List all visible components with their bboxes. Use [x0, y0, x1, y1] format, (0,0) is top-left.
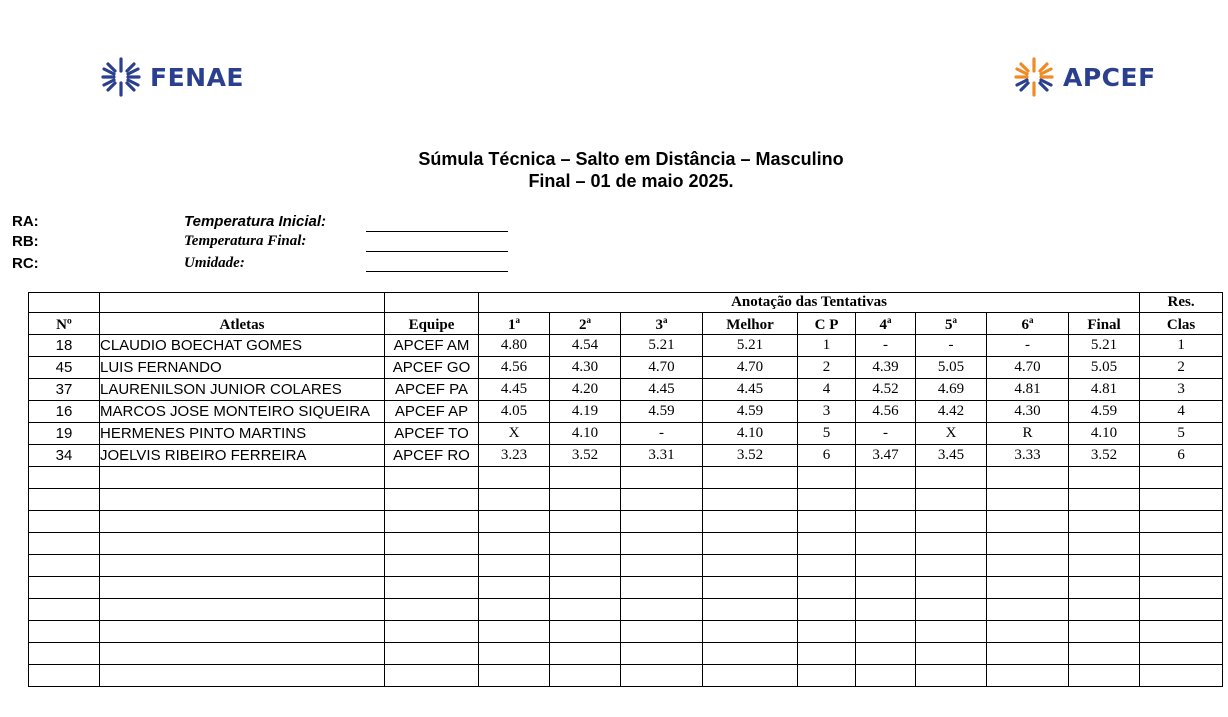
empty-cell [100, 489, 385, 511]
row-attempt-2: 4.10 [550, 423, 621, 445]
empty-cell [479, 665, 550, 687]
row-number: 37 [29, 379, 100, 401]
umidade-label: Umidade: [184, 255, 245, 271]
row-attempt-1: 3.23 [479, 445, 550, 467]
row-attempt-6: - [987, 335, 1069, 357]
empty-cell [1140, 467, 1223, 489]
row-attempt-6: 4.81 [987, 379, 1069, 401]
table-row [29, 445, 1223, 467]
empty-row [29, 665, 1223, 687]
row-clas: 3 [1140, 379, 1223, 401]
row-number: 16 [29, 401, 100, 423]
empty-cell [1140, 665, 1223, 687]
row-attempt-3: 4.70 [621, 357, 703, 379]
row-athlete: JOELVIS RIBEIRO FERREIRA [100, 445, 385, 467]
row-attempt-4: - [856, 423, 916, 445]
empty-cell [987, 467, 1069, 489]
row-attempt-3: 3.31 [621, 445, 703, 467]
empty-cell [100, 621, 385, 643]
rb-label: RB: [12, 233, 39, 250]
empty-cell [798, 467, 856, 489]
temperatura-inicial-label: Temperatura Inicial: [184, 213, 326, 230]
empty-cell [798, 599, 856, 621]
empty-cell [385, 555, 479, 577]
empty-cell [1069, 577, 1140, 599]
empty-cell [385, 665, 479, 687]
row-final: 5.21 [1069, 335, 1140, 357]
empty-cell [1069, 643, 1140, 665]
attempt-5-header: 5$^a$ [916, 313, 987, 335]
clas-header: Clas [1140, 313, 1223, 335]
row-team: APCEF TO [385, 423, 479, 445]
empty-cell [385, 489, 479, 511]
table-row [29, 357, 1223, 379]
empty-cell [385, 511, 479, 533]
empty-cell [550, 665, 621, 687]
empty-cell [29, 467, 100, 489]
row-best: 5.21 [703, 335, 798, 357]
empty-cell [987, 555, 1069, 577]
row-attempt-2: 4.20 [550, 379, 621, 401]
document-title [0, 148, 1228, 192]
attempt-2-header: 2$^a$ [550, 313, 621, 335]
empty-cell [100, 665, 385, 687]
empty-cell [621, 577, 703, 599]
empty-cell [703, 511, 798, 533]
row-attempt-1: 4.56 [479, 357, 550, 379]
empty-cell [916, 489, 987, 511]
empty-cell [916, 621, 987, 643]
empty-cell [798, 511, 856, 533]
row-attempt-6: 4.30 [987, 401, 1069, 423]
row-athlete: LUIS FERNANDO [100, 357, 385, 379]
table-row [29, 423, 1223, 445]
row-attempt-2: 4.30 [550, 357, 621, 379]
apcef-asterisk-icon [1013, 56, 1055, 98]
empty-row [29, 555, 1223, 577]
empty-cell [100, 555, 385, 577]
empty-cell [385, 577, 479, 599]
empty-row [29, 577, 1223, 599]
empty-row [29, 467, 1223, 489]
empty-cell [479, 467, 550, 489]
empty-cell [916, 555, 987, 577]
row-team: APCEF PA [385, 379, 479, 401]
empty-cell [798, 643, 856, 665]
empty-cell [621, 489, 703, 511]
empty-cell [1069, 599, 1140, 621]
temperatura-final-blank [366, 250, 508, 252]
row-number: 45 [29, 357, 100, 379]
fenae-logo [100, 56, 244, 98]
empty-cell [703, 555, 798, 577]
empty-cell [856, 599, 916, 621]
apcef-wordmark: APCEF [1063, 62, 1156, 92]
row-attempt-3: - [621, 423, 703, 445]
row-attempt-3: 4.45 [621, 379, 703, 401]
row-cp: 1 [798, 335, 856, 357]
row-clas: 2 [1140, 357, 1223, 379]
row-best: 4.45 [703, 379, 798, 401]
table-row [29, 401, 1223, 423]
row-athlete: LAURENILSON JUNIOR COLARES [100, 379, 385, 401]
row-attempt-4: 3.47 [856, 445, 916, 467]
empty-cell [987, 489, 1069, 511]
row-attempt-4: 4.52 [856, 379, 916, 401]
row-attempt-5: 5.05 [916, 357, 987, 379]
empty-cell [479, 489, 550, 511]
empty-cell [29, 511, 100, 533]
cp-header: C P [798, 313, 856, 335]
final-header: Final [1069, 313, 1140, 335]
empty-cell [987, 577, 1069, 599]
empty-cell [385, 599, 479, 621]
results-body [29, 335, 1223, 687]
fenae-wordmark: FENAE [150, 62, 245, 92]
attempt-1-header: 1$^a$ [479, 313, 550, 335]
res-header: Res. [1140, 293, 1223, 313]
row-attempt-1: 4.80 [479, 335, 550, 357]
umidade-blank [366, 270, 508, 272]
row-athlete: MARCOS JOSE MONTEIRO SIQUEIRA [100, 401, 385, 423]
row-team: APCEF GO [385, 357, 479, 379]
empty-cell [856, 489, 916, 511]
empty-cell [550, 643, 621, 665]
row-cp: 6 [798, 445, 856, 467]
empty-cell [703, 599, 798, 621]
row-attempt-2: 4.19 [550, 401, 621, 423]
empty-cell [916, 665, 987, 687]
row-final: 3.52 [1069, 445, 1140, 467]
empty-cell [987, 665, 1069, 687]
row-final: 5.05 [1069, 357, 1140, 379]
row-attempt-6: R [987, 423, 1069, 445]
row-attempt-3: 4.59 [621, 401, 703, 423]
empty-cell [987, 511, 1069, 533]
row-attempt-2: 4.54 [550, 335, 621, 357]
empty-cell [1140, 599, 1223, 621]
empty-cell [479, 555, 550, 577]
no-header: Nº [29, 313, 100, 335]
empty-cell [798, 555, 856, 577]
empty-cell [550, 533, 621, 555]
rc-label: RC: [12, 255, 39, 272]
empty-cell [1069, 665, 1140, 687]
temperatura-inicial-blank [366, 230, 508, 232]
empty-cell [621, 643, 703, 665]
title-line-2: Final – 01 de maio 2025. [528, 171, 734, 191]
empty-cell [1140, 577, 1223, 599]
row-team: APCEF RO [385, 445, 479, 467]
attempt-3-header: 3$^a$ [621, 313, 703, 335]
title-line-1: Súmula Técnica – Salto em Distância – Masculino [418, 149, 844, 169]
empty-cell [550, 467, 621, 489]
results-table [28, 292, 1223, 687]
no-header-top [29, 293, 100, 313]
empty-cell [385, 533, 479, 555]
row-team: APCEF AP [385, 401, 479, 423]
empty-cell [856, 511, 916, 533]
attempt-6-header: 6$^a$ [987, 313, 1069, 335]
empty-cell [29, 599, 100, 621]
row-number: 18 [29, 335, 100, 357]
attempt-4-header: 4$^a$ [856, 313, 916, 335]
empty-cell [987, 599, 1069, 621]
empty-cell [916, 599, 987, 621]
empty-cell [479, 511, 550, 533]
empty-cell [1069, 467, 1140, 489]
row-clas: 4 [1140, 401, 1223, 423]
empty-cell [703, 533, 798, 555]
empty-cell [703, 467, 798, 489]
empty-cell [479, 643, 550, 665]
row-attempt-1: 4.05 [479, 401, 550, 423]
empty-cell [856, 577, 916, 599]
empty-cell [29, 665, 100, 687]
empty-cell [916, 511, 987, 533]
empty-cell [100, 577, 385, 599]
empty-cell [29, 577, 100, 599]
row-number: 19 [29, 423, 100, 445]
empty-cell [1140, 533, 1223, 555]
empty-cell [987, 533, 1069, 555]
row-final: 4.59 [1069, 401, 1140, 423]
empty-cell [621, 665, 703, 687]
empty-cell [1069, 533, 1140, 555]
empty-cell [479, 599, 550, 621]
row-attempt-6: 4.70 [987, 357, 1069, 379]
row-athlete: HERMENES PINTO MARTINS [100, 423, 385, 445]
empty-cell [621, 621, 703, 643]
row-clas: 1 [1140, 335, 1223, 357]
row-number: 34 [29, 445, 100, 467]
empty-cell [29, 533, 100, 555]
row-clas: 5 [1140, 423, 1223, 445]
empty-cell [1140, 555, 1223, 577]
row-team: APCEF AM [385, 335, 479, 357]
row-attempt-2: 3.52 [550, 445, 621, 467]
empty-cell [798, 533, 856, 555]
apcef-logo [1013, 56, 1156, 98]
atletas-header-top [100, 293, 385, 313]
row-cp: 5 [798, 423, 856, 445]
table-row [29, 335, 1223, 357]
row-best: 4.59 [703, 401, 798, 423]
empty-cell [856, 621, 916, 643]
empty-cell [621, 599, 703, 621]
empty-row [29, 621, 1223, 643]
empty-row [29, 511, 1223, 533]
tentativas-group-header: Anotação das Tentativas [479, 293, 1140, 313]
row-attempt-1: X [479, 423, 550, 445]
empty-cell [987, 621, 1069, 643]
empty-cell [100, 533, 385, 555]
empty-cell [385, 643, 479, 665]
row-attempt-1: 4.45 [479, 379, 550, 401]
empty-cell [550, 555, 621, 577]
row-clas: 6 [1140, 445, 1223, 467]
row-cp: 4 [798, 379, 856, 401]
empty-cell [550, 511, 621, 533]
empty-cell [916, 533, 987, 555]
row-attempt-3: 5.21 [621, 335, 703, 357]
table-row [29, 379, 1223, 401]
empty-row [29, 643, 1223, 665]
empty-cell [1069, 489, 1140, 511]
empty-cell [798, 621, 856, 643]
empty-cell [385, 621, 479, 643]
empty-cell [621, 467, 703, 489]
fenae-asterisk-icon [100, 56, 142, 98]
empty-cell [29, 643, 100, 665]
row-final: 4.10 [1069, 423, 1140, 445]
empty-cell [798, 489, 856, 511]
empty-cell [916, 467, 987, 489]
empty-cell [1140, 489, 1223, 511]
header-row-1 [29, 293, 1223, 313]
empty-cell [550, 621, 621, 643]
empty-cell [550, 599, 621, 621]
empty-cell [703, 621, 798, 643]
empty-cell [621, 511, 703, 533]
row-attempt-5: 4.69 [916, 379, 987, 401]
temperatura-final-label: Temperatura Final: [184, 233, 307, 249]
empty-cell [798, 577, 856, 599]
empty-cell [916, 577, 987, 599]
empty-cell [1140, 511, 1223, 533]
empty-row [29, 599, 1223, 621]
empty-cell [29, 555, 100, 577]
empty-row [29, 533, 1223, 555]
empty-cell [621, 533, 703, 555]
empty-cell [1069, 511, 1140, 533]
empty-cell [856, 467, 916, 489]
empty-cell [703, 643, 798, 665]
header-row-2 [29, 313, 1223, 335]
atletas-header: Atletas [100, 313, 385, 335]
empty-cell [703, 577, 798, 599]
empty-cell [856, 555, 916, 577]
empty-cell [703, 489, 798, 511]
empty-cell [100, 599, 385, 621]
empty-cell [100, 511, 385, 533]
empty-cell [550, 577, 621, 599]
empty-cell [1069, 621, 1140, 643]
empty-cell [100, 467, 385, 489]
empty-cell [987, 643, 1069, 665]
row-attempt-5: 3.45 [916, 445, 987, 467]
empty-cell [856, 665, 916, 687]
empty-cell [550, 489, 621, 511]
empty-cell [100, 643, 385, 665]
empty-cell [479, 577, 550, 599]
empty-cell [703, 665, 798, 687]
empty-cell [479, 533, 550, 555]
row-attempt-5: 4.42 [916, 401, 987, 423]
row-final: 4.81 [1069, 379, 1140, 401]
empty-cell [29, 489, 100, 511]
empty-cell [916, 643, 987, 665]
empty-cell [856, 643, 916, 665]
empty-cell [856, 533, 916, 555]
row-attempt-4: 4.39 [856, 357, 916, 379]
row-attempt-4: 4.56 [856, 401, 916, 423]
empty-cell [1069, 555, 1140, 577]
empty-cell [798, 665, 856, 687]
empty-cell [29, 621, 100, 643]
empty-cell [621, 555, 703, 577]
equipe-header: Equipe [385, 313, 479, 335]
empty-cell [1140, 643, 1223, 665]
empty-cell [385, 467, 479, 489]
equipe-header-top [385, 293, 479, 313]
empty-cell [479, 621, 550, 643]
row-cp: 3 [798, 401, 856, 423]
row-cp: 2 [798, 357, 856, 379]
melhor-header: Melhor [703, 313, 798, 335]
empty-cell [1140, 621, 1223, 643]
ra-label: RA: [12, 213, 39, 230]
row-attempt-4: - [856, 335, 916, 357]
row-best: 4.70 [703, 357, 798, 379]
row-athlete: CLAUDIO BOECHAT GOMES [100, 335, 385, 357]
empty-row [29, 489, 1223, 511]
row-best: 4.10 [703, 423, 798, 445]
row-attempt-6: 3.33 [987, 445, 1069, 467]
row-attempt-5: X [916, 423, 987, 445]
row-attempt-5: - [916, 335, 987, 357]
row-best: 3.52 [703, 445, 798, 467]
